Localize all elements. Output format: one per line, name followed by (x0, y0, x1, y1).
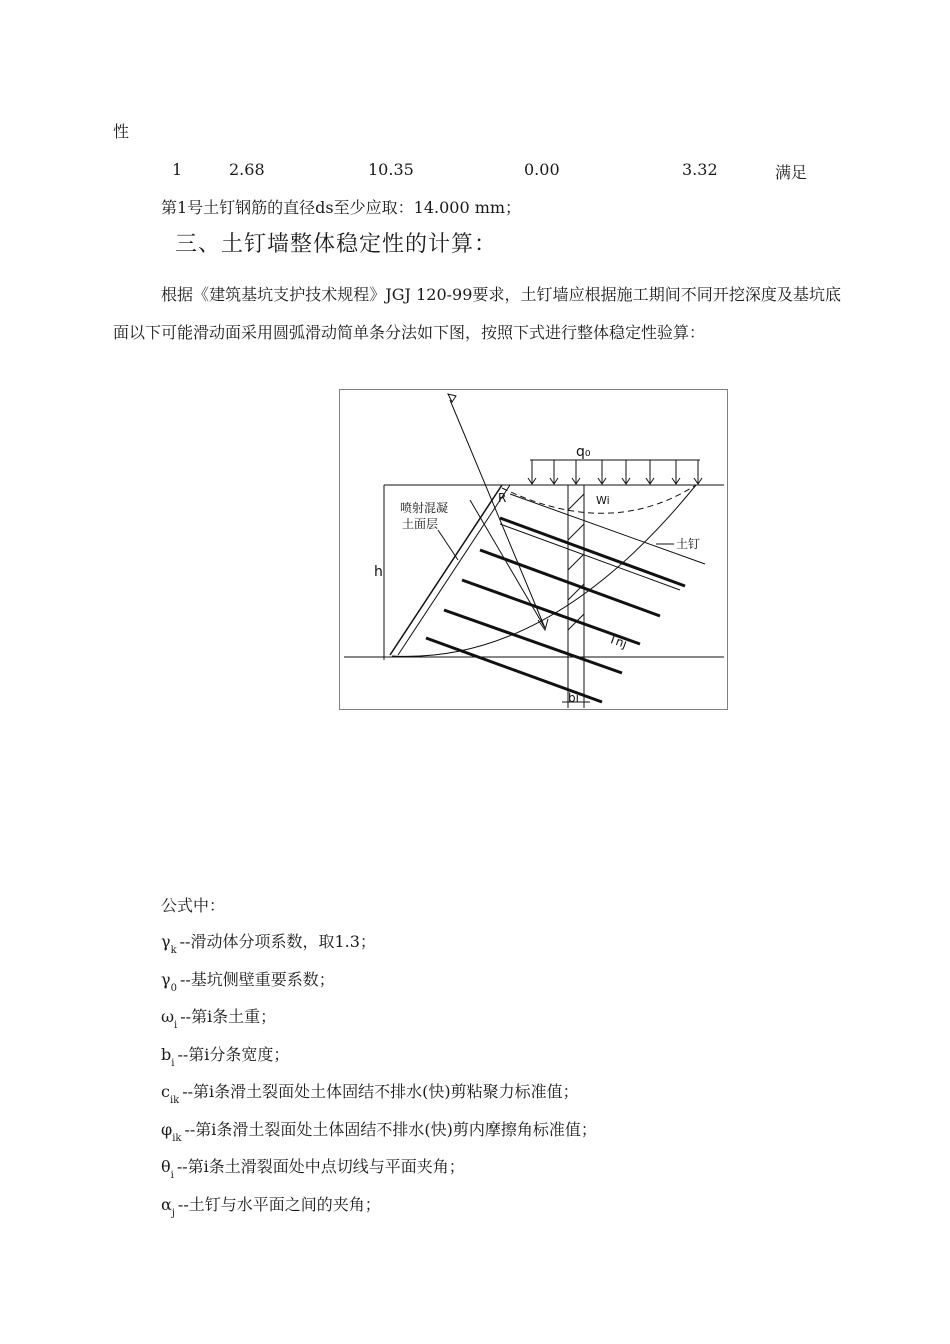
definition-symbol: b (161, 1044, 172, 1064)
definition-symbol: φ (161, 1119, 173, 1139)
definition-subscript: i (170, 1170, 174, 1181)
row-value-1: 2.68 (229, 160, 265, 179)
definition-item (161, 1157, 597, 1195)
definition-item (161, 1045, 597, 1083)
definition-symbol: ω (161, 1007, 175, 1026)
definition-item (161, 1120, 597, 1158)
definition-subscript: 0 (170, 982, 177, 994)
definition-symbol: γ (161, 969, 171, 989)
definition-text: --土钉与水平面之间的夹角； (177, 1194, 381, 1214)
text-fragment: 性 (113, 122, 130, 141)
surcharge-arrows (528, 460, 702, 484)
definition-item (161, 932, 597, 970)
shotcrete-leader (438, 530, 458, 560)
definition-text: --滑动体分项系数，取1.3； (179, 932, 376, 951)
definition-text: --第i条滑土裂面处土体固结不排水(快)剪粘聚力标准值； (182, 1082, 579, 1101)
row-value-4: 3.32 (682, 160, 718, 179)
row-value-3: 0.00 (524, 160, 560, 179)
definition-item (161, 970, 597, 1008)
definition-text: --第i条滑土裂面处土体固结不排水(快)剪内摩擦角标准值； (184, 1119, 597, 1139)
intro-paragraph: 根据《建筑基坑支护技术规程》JGJ 120-99要求，土钉墙应根据施工期间不同开挖深度及基坑底面以下可能滑动面采用圆弧滑动简单条分法如下图，按照下式进行整体稳定性验算： (113, 285, 841, 342)
label-h: h (374, 564, 383, 580)
label-tnj: Tnj (606, 631, 629, 652)
definition-subscript: k (170, 945, 177, 956)
definition-text: --第i条土重； (180, 1007, 277, 1026)
row-index: 1 (172, 160, 183, 179)
definition-symbol: θ (161, 1157, 171, 1176)
definitions-list (161, 932, 597, 1232)
label-soil-nail: 土钉 (676, 537, 701, 551)
definition-text: --第i条土滑裂面处中点切线与平面夹角； (176, 1157, 465, 1176)
definition-text: --基坑侧壁重要系数； (179, 969, 335, 989)
section-title: 三、土钉墙整体稳定性的计算： (175, 232, 498, 257)
soil-nails (426, 518, 685, 702)
definition-subscript: i (171, 1057, 175, 1069)
definition-item (161, 1007, 597, 1045)
label-r: R (498, 491, 507, 505)
label-wi: Wi (596, 494, 610, 507)
soil-nail-wall-diagram (339, 389, 728, 710)
label-shotcrete-1: 喷射混凝 (400, 501, 449, 515)
definition-subscript: i (174, 1020, 178, 1031)
formula-intro: 公式中： (161, 896, 226, 915)
slice-hatch (568, 494, 584, 510)
definition-item (161, 1195, 597, 1233)
definition-symbol: γ (161, 932, 171, 951)
diagram-svg (340, 390, 727, 709)
label-q0: q₀ (576, 444, 591, 460)
definition-symbol: c (161, 1082, 170, 1101)
definition-item (161, 1082, 597, 1120)
table-row (0, 160, 950, 180)
row-value-2: 10.35 (368, 160, 414, 179)
definition-text: --第i分条宽度； (177, 1044, 290, 1064)
row-result: 满足 (775, 163, 808, 182)
label-bi: bi (568, 691, 579, 705)
definition-subscript: j (171, 1207, 175, 1219)
nail-diameter-note: 第1号土钉钢筋的直径ds至少应取：14.000 mm； (161, 198, 522, 217)
definition-symbol: α (161, 1194, 172, 1214)
label-shotcrete-2: 土面层 (402, 517, 439, 531)
definition-subscript: ik (172, 1132, 182, 1144)
center-marker (448, 394, 456, 402)
definition-subscript: ik (169, 1095, 180, 1106)
